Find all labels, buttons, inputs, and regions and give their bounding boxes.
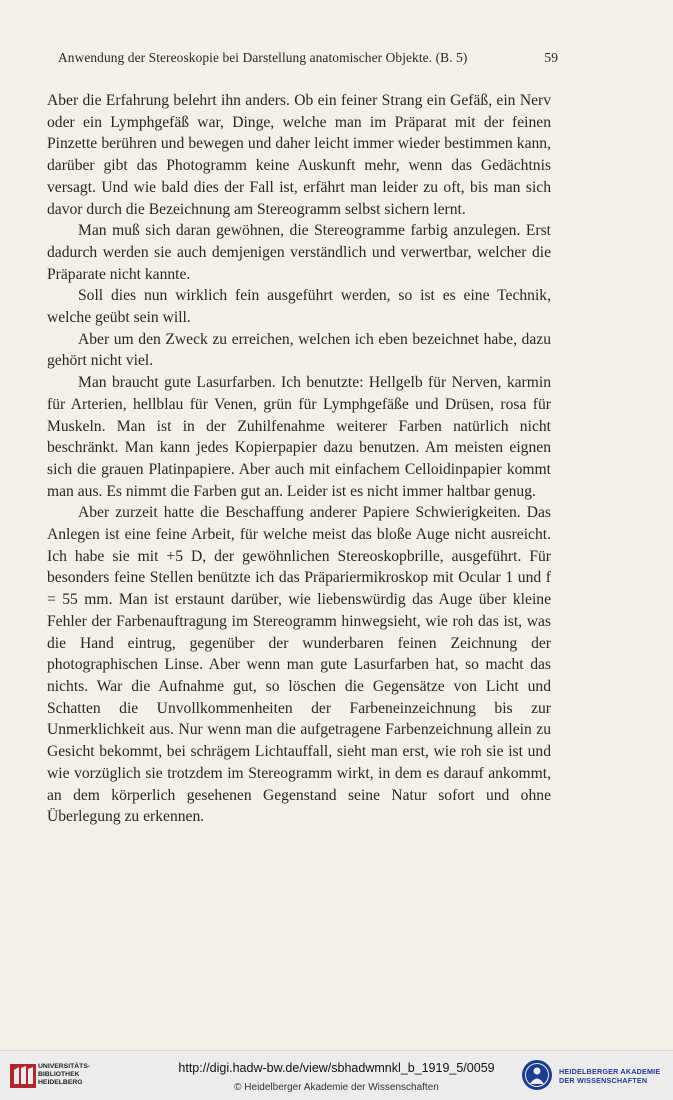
university-library-name: UNIVERSITÄTS- BIBLIOTHEK HEIDELBERG — [38, 1063, 91, 1086]
paragraph: Aber zurzeit hatte die Beschaffung anderer Papiere Schwierigkeiten. Das Anlegen ist eine feine Arbeit, für welche meist das bloße Auge nicht ausreicht. Ich habe sie mit +5 D, der gewöhnlichen Stereoskopbrille, ausgeführt. Für besonders feine Stellen benützte ich das Präpariermikroskop mit Ocular 1 und f = 55 mm. Man ist erstaunt darüber, wie liebenswürdig das Auge über kleine Fehler der Farbenauftragung im Stereogramm hinwegsieht, wie roh das ist, was die Hand eintrug, gegenüber der wunderbaren feinen Zeichnung der photographischen Linse. Aber wenn man gute Lasurfarben hat, so macht das nichts. War die Aufnahme gut, so löschen die Gegensätze von Licht und Schatten die Unvollkommenheiten der Farbeneinzeichnung bis zur Unmerklichkeit aus. Nur wenn man die aufgetragene Farbenzeichnung allein zu Gesicht bekommt, bei schrägem Lichtauffall, sieht man erst, wie roh sie ist und wie vorzüglich sie trotzdem im Stereogramm wirkt, in dem es darauf ankommt, an dem körperlich gesehenen Gegenstand seine Natur sofort und ohne Überlegung zu erkennen. — [47, 504, 551, 826]
permalink-url[interactable]: http://digi.hadw-bw.de/view/sbhadwmnkl_b_1919_5/0059 — [178, 1061, 495, 1075]
paragraph: Aber um den Zweck zu erreichen, welchen ich eben bezeichnet habe, dazu gehört nicht viel. — [47, 330, 551, 370]
body-text — [47, 90, 551, 828]
page-number: 59 — [544, 50, 558, 65]
academy-name: HEIDELBERGER AKADEMIE DER WISSENSCHAFTEN — [559, 1067, 661, 1085]
viewer-footer — [0, 1050, 673, 1100]
paragraph: Man muß sich daran gewöhnen, die Stereogramme farbig anzulegen. Erst dadurch werden sie auch demjenigen verständlich und verwertbar, welcher die Präparate nicht kannte. — [47, 222, 551, 283]
running-head-title: Anwendung der Stereoskopie bei Darstellung anatomischer Objekte. (B. 5) — [58, 50, 468, 65]
paragraph: Soll dies nun wirklich fein ausgeführt werden, so ist es eine Technik, welche geübt sein will. — [47, 287, 551, 327]
copyright-notice: © Heidelberger Akademie der Wissenschaften — [234, 1082, 439, 1093]
running-head — [58, 50, 558, 66]
academy-seal-icon[interactable] — [521, 1059, 553, 1091]
paragraph: Aber die Erfahrung belehrt ihn anders. Ob ein feiner Strang ein Gefäß, ein Nerv oder ein Lymphgefäß war, Dinge, welche man im Präparat mit der feinen Pinzette berühren und bewegen und daher leicht immer wieder bestimmen kann, darüber gibt das Photogramm keine Auskunft mehr, wenn das Gedächtnis versagt. Und wie bald dies der Fall ist, erfährt man leider zu oft, bis man sich davor durch die Bezeichnung am Stereogramm selbst sichern lernt. — [47, 92, 551, 218]
paragraph: Man braucht gute Lasurfarben. Ich benutzte: Hellgelb für Nerven, karmin für Arterien, hellblau für Venen, grün für Lymphgefäße und Drüsen, rosa für Muskeln. Man ist in der Zuhilfenahme weiterer Farben natürlich nicht beschränkt. Man kann jedes Kopierpapier dazu benutzen. Am meisten eignen sich die grauen Platinpapiere. Aber auch mit einfachem Celloidinpapier kommt man aus. Es nimmt die Farben gut an. Leider ist es nicht immer haltbar genug. — [47, 374, 551, 500]
